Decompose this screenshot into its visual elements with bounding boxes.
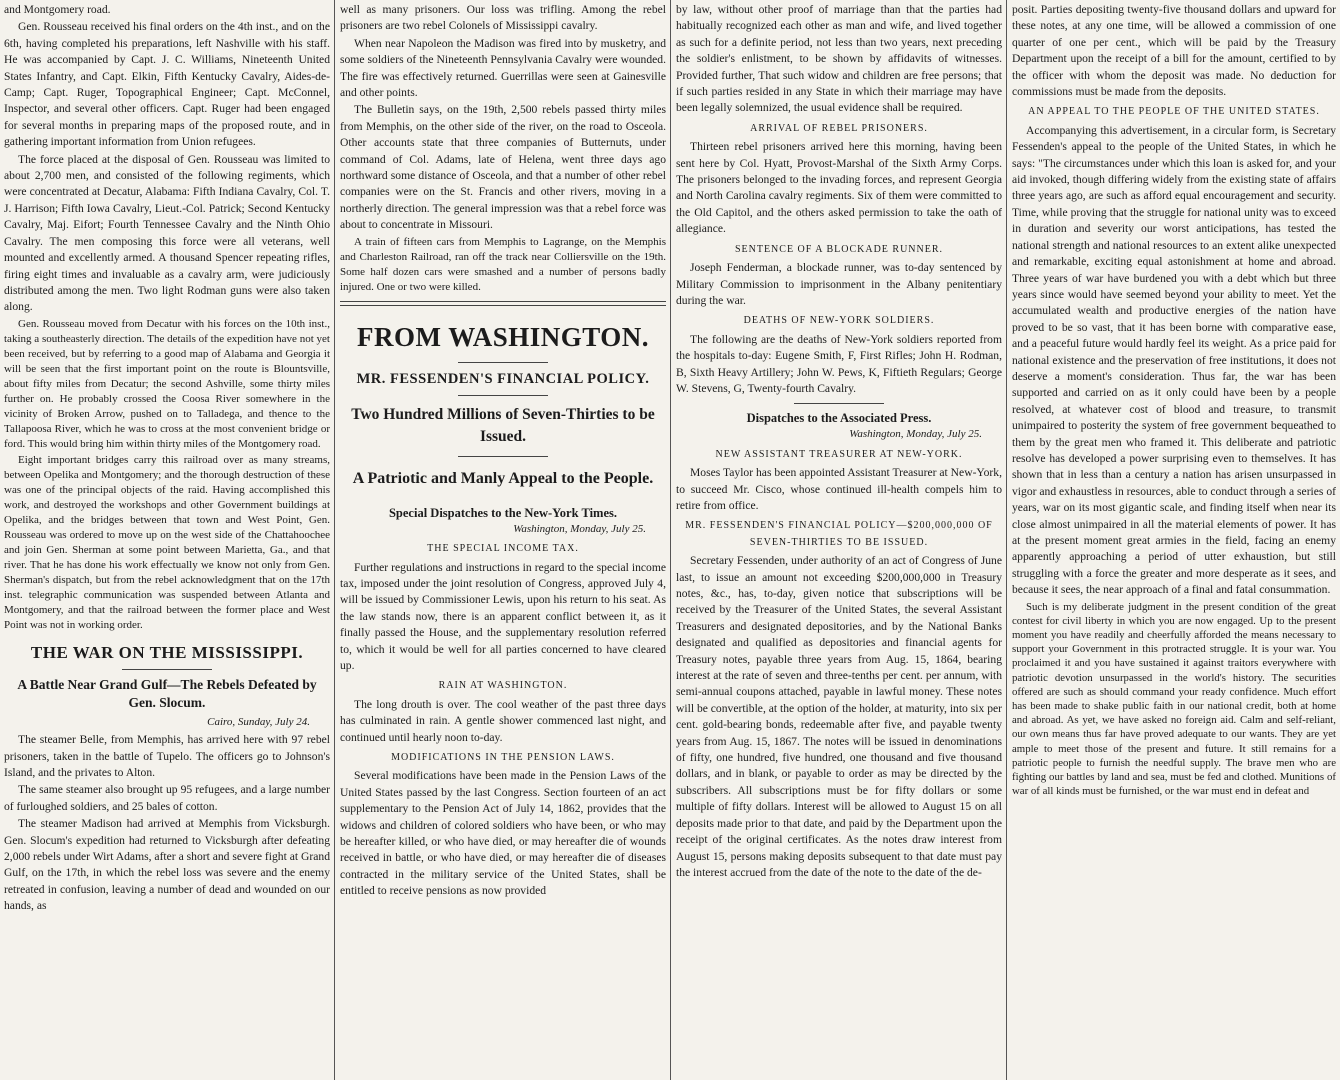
subheading: AN APPEAL TO THE PEOPLE OF THE UNITED STATES. [1028,106,1320,118]
article-paragraph: A train of fifteen cars from Memphis to Lagrange, on the Memphis and Charleston Railroad, ran off the track near Colliersville on the 19th. Some half dozen cars were smashed and a number of persons badly injured. One or two were killed. [340,235,666,293]
subheading: MR. FESSENDEN'S FINANCIAL POLICY—$200,000,000 OF SEVEN-THIRTIES TO BE ISSUED. [685,520,993,548]
subheading: THE SPECIAL INCOME TAX. [427,543,579,555]
article-paragraph: Moses Taylor has been appointed Assistant Treasurer at New-York, to succeed Mr. Cisco, whose continued ill-health compels him to retire from office. [676,466,1002,512]
article-paragraph: Further regulations and instructions in regard to the special income tax, imposed under the joint resolution of Congress, approved July 4, will be issued by Commissioner Lewis, upon his return to his seat. As the law stands now, there is an apparent conflict between it, as it finally passed the House, and the supplementary resolution referred to, which it would be well for all parties concerned to have cleared up. [340,560,666,672]
dateline: Washington, Monday, July 25. [849,428,982,441]
article-paragraph: by law, without other proof of marriage than that the parties had habitually recognized each other as man and wife, and lived together as such for a definite period, not less than two years, next preceding the soldier's enlistment, to be shown by affidavits of witnesses. Provided further, That such widow and children are free persons; that if such parties resided in any State in which their marriage may have been legally solemnized, the usual evidence shall be required. [676,3,1002,115]
subheading: SENTENCE OF A BLOCKADE RUNNER. [734,243,944,255]
dateline: Cairo, Sunday, July 24. [207,715,310,728]
headline: MR. FESSENDEN'S FINANCIAL POLICY. [356,370,650,387]
article-paragraph: Joseph Fenderman, a blockade runner, was to-day sentenced by Military Commission to imprisonment in the Albany penitentiary during the war. [676,261,1002,307]
article-paragraph: The Bulletin says, on the 19th, 2,500 rebels passed thirty miles from Memphis, on the other side of the river, on the road to Osceola. Other accounts state that three companies of Butternuts, under command of Col. Adams, late of Helena, went three days ago northward some distance of Osceola, and that a number of other rebel companies were on the St. Francis and other rivers, moving in a northerly direction. The general impression was that a rebel force was about to concentrate in Missouri. [340,103,666,232]
article-paragraph: Several modifications have been made in the Pension Laws of the United States passed by the last Congress. Section fourteen of an act supplementary to the Pension Act of July 14, 1862, provides that the widows and children of colored soldiers who have been, or who may be hereafter killed, or who have died, or may hereafter die of wounds received in battle, or who have died, or may hereafter die of diseases contracted in the military service of the United States, shall be entitled to receive pensions as now provided [340,769,666,898]
article-paragraph: well as many prisoners. Our loss was trifling. Among the rebel prisoners are two rebel Colonels of Mississippi cavalry. [340,3,666,33]
article-paragraph: Secretary Fessenden, under authority of an act of Congress of June last, to issue an amount not exceeding $200,000,000 in Treasury notes, &c., has, to-day, given notice that subscriptions will be received by the Treasurer of the United States, the several Assistant Treasurers and designated depositories, and by the National Banks designated and qualified as depositories and financial agents for Treasury notes, payable three years from Aug. 15, 1864, bearing interest at the rate of seven and three-tenths per cent. per annum, with semi-annual coupons attached, payable in lawful money. These notes will be convertible, at the option of the holder, at maturity, into six per cent. gold-bearing bonds, redeemable after five, and payable twenty years from Aug. 15, 1867. The notes will be issued in denominations of fifty, one hundred, five hundred, one thousand and five thousand dollars, and in blank, or payable to order as may be directed by the subscribers. All subscriptions must be for fifty dollars or some multiple of fifty dollars. Interest will be allowed to August 15 on all deposits made prior to that date, and paid by the Department upon the receipt of the original certificates. As the notes draw interest from August 15, persons making deposits subsequent to that date must pay the interest accrued from the date of the note to the date of the de- [676,554,1002,879]
subheading: MODIFICATIONS IN THE PENSION LAWS. [391,751,615,763]
subheading: RAIN AT WASHINGTON. [438,680,568,692]
headline: FROM WASHINGTON. [356,321,650,352]
article-paragraph: Accompanying this advertisement, in a circular form, is Secretary Fessenden's appeal to the people of the United States, in which he says: "The circumstances under which this loan is asked for, and your aid invoked, though differing widely from the existing state of affairs three years ago, are such as afford equal encouragement and security. Time, while proving that the struggle for national unity was to exceed in duration and severity our worst anticipations, has tested the national strength and national resources to an extent alike unexpected and remarkable, exciting equal astonishment at home and abroad. Three years of war have burdened you with a debt which but three years since would have seemed beyond your ability to meet. Yet the accumulated wealth and productive energies of the nation have proved to be so vast, that it has been borne with comparative ease, and a peaceful future would hardly feel its weight. As a price paid for national existence and the preservation of free institutions, it does not deserve a moment's consideration. Thus far, the war has been supported and carried on as it only could have been by a people resolved, at whatever cost of blood and treasure, to transmit unimpaired to posterity the system of free government bequeathed to them by the great men who framed it. This deliberate and patriotic resolve has developed a power surprising even to themselves. It has shown that in less than a century a nation has arisen unsurpassed in vigor and exhaustless in resources, able to conduct through a series of years, war on its most gigantic scale, and finding itself when near its close almost unimpaired in all the material elements of power. It has at the present moment great armies in the field, facing an enemy apparently approaching a period of utter exhaustion, but still struggling with a force the greater and more desperate as it sees, and because it sees, the near approach of a final and fatal consummation. [1012,123,1336,597]
article-paragraph: The following are the deaths of New-York soldiers reported from the hospitals to-day: Eugene Smith, F, First Rifles; John H. Rodman, B, Sixth Heavy Artillery; John W. Pews, K, Fiftieth Regulars; George W. Stevens, G, Twenty-fourth Cavalry. [676,332,1002,395]
article-paragraph: Eight important bridges carry this railroad over as many streams, between Opelika and Montgomery; and the thorough destruction of these was one of the principal objects of the raid. Having accomplished this work, and destroyed the workshops and other Government buildings at Opelika, and the bridges between that town and West Point, Gen. Rousseau was ordered to move up on the west side of the Chattahoochee and join Gen. Sherman at some point between Marietta, Ga., and that river. That he has done his work effectually we know not only from Gen. Sherman's dispatch, but from the rebel acknowledgment that on the 17th inst. telegraphic communication was suspended between Atlanta and Montgomery, and that the railroad between the former place and West Point was not in working order. [4,453,330,631]
headline: Special Dispatches to the New-York Times. [388,505,617,520]
article-paragraph: The force placed at the disposal of Gen. Rousseau was limited to about 2,700 men, and consisted of the following regiments, which were concentrated at Decatur, Alabama: Fifth Indiana Cavalry, Col. T. J. Harrison; Fifth Iowa Cavalry, Lieut.-Col. Patrick; Second Kentucky Cavalry, Maj. Eifort; Fourth Tennessee Cavalry and the Ninth Ohio Cavalry. The men composing this force were all veterans, well mounted and excellently armed. A thousand Spencer repeating rifles, firing eight times and invaluable as a cavalry arm, were judiciously distributed among the men. Two light Rodman guns were also taken along. [4,152,330,314]
article-paragraph: posit. Parties depositing twenty-five thousand dollars and upward for these notes, at any one time, will be allowed a commission of one quarter of one per cent., which will be paid by the Treasury Department upon the receipt of a bill for the amount, certified to by the officer with whom the deposit was made. No deduction for commissions must be made from the deposits. [1012,3,1336,99]
section-rule [122,669,212,670]
article-paragraph: Gen. Rousseau received his final orders on the 4th inst., and on the 6th, having completed his preparations, left Nashville with his staff. He was accompanied by Capt. J. C. Williams, Nineteenth United States Infantry, and Capt. Elkin, Fifth Kentucky Cavalry, Aides-de-Camp; Capt. Ruger, Topographical Engineer; Capt. McConnel, Inspector, and several other officers. Capt. Ruger had been engaged for several months in preparing maps of the proposed route, and in gathering important information from Union refugees. [4,20,330,149]
article-paragraph: Gen. Rousseau moved from Decatur with his forces on the 10th inst., taking a southeasterly direction. The details of the expedition have not yet been received, but by referring to a good map of Alabama and Georgia it will be seen that the first important point on the route is Blountsville, about fifty miles from Decatur; the second Ashville, some thirty miles further on. He probably crossed the Coosa River somewhere in the vicinity of Broken Arrow, pushed on to Talladega, and thence to the Tallapoosa River, which he was to cross at the most convenient bridge or ford. This would bring him within thirty miles of the Montgomery road. [4,317,330,450]
column-rule [334,0,335,1080]
article-paragraph: Thirteen rebel prisoners arrived here this morning, having been sent here by Col. Hyatt, Provost-Marshal of the Sixth Army Corps. The prisoners belonged to the invading forces, and represent Georgia and North Carolina cavalry regiments. Six of them were committed to the Old Capitol, and the others asked permission to take the oath of allegiance. [676,140,1002,236]
column-4 [1012,2,1336,1078]
column-1 [4,2,330,1078]
article-paragraph: When near Napoleon the Madison was fired into by musketry, and some soldiers of the Nineteenth Pennsylvania Cavalry were wounded. The fire was effectively returned. Guerrillas were seen at Gainesville and other points. [340,36,666,100]
headline: THE WAR ON THE MISSISSIPPI. [30,642,304,662]
headline: Dispatches to the Associated Press. [746,411,932,426]
article-paragraph: The steamer Madison had arrived at Memphis from Vicksburgh. Gen. Slocum's expedition had returned to Vicksburgh after defeating 2,000 rebels under Wirt Adams, after a short and severe fight at Grand Gulf, on the 17th, in which the rebel loss was severe and the enemy retreated in confusion, leaving a number of dead and wounded on our hands, as [4,817,330,913]
article-paragraph: and Montgomery road. [4,3,111,16]
double-rule [340,301,666,306]
column-rule [1006,0,1007,1080]
headline: A Battle Near Grand Gulf—The Rebels Defeated by Gen. Slocum. [17,676,317,710]
article-paragraph: The steamer Belle, from Memphis, has arrived here with 97 rebel prisoners, taken in the battle of Tupelo. The officers go to Johnson's Island, and the privates to Alton. [4,733,330,779]
article-paragraph: Such is my deliberate judgment in the present condition of the great contest for civil liberty in which you are now engaged. Up to the present moment you have readily and cheerfully afforded the means necessary to support your Government in this protracted struggle. It is your war. You proclaimed it and you have sustained it against traitors everywhere with patriotic devotion unsurpassed in the world's history. The securities offered are such as should command your ready confidence. Much effort has been made to shake public faith in our national credit, both at home and abroad. As yet, we have asked no foreign aid. Calm and self-reliant, our own means thus far have proved adequate to our wants. They are yet ample to meet those of the present and future. It still remains for a patriotic people to furnish the needful supply. The brave men who are fighting our battles by land and sea, must be fed and clothed. Munitions of war of all kinds must be furnished, or the war must end in defeat and [1012,600,1336,798]
headline: Two Hundred Millions of Seven-Thirties to be Issued. [351,405,655,445]
column-rule [670,0,671,1080]
headline: A Patriotic and Manly Appeal to the People. [352,469,654,487]
subheading: ARRIVAL OF REBEL PRISONERS. [750,122,928,134]
dateline: Washington, Monday, July 25. [513,522,646,535]
section-rule [458,362,548,363]
section-rule [458,456,548,457]
section-rule [458,395,548,396]
article-paragraph: The long drouth is over. The cool weather of the past three days has culminated in rain. A gentle shower commenced last night, and continued until hearly noon to-day. [340,697,666,744]
subheading: DEATHS OF NEW-YORK SOLDIERS. [743,315,935,327]
column-2 [340,2,666,1078]
section-rule [794,403,884,404]
column-3 [676,2,1002,1078]
article-paragraph: The same steamer also brought up 95 refugees, and a large number of furloughed soldiers, and 25 bales of cotton. [4,783,330,813]
subheading: NEW ASSISTANT TREASURER AT NEW-YORK. [715,448,963,460]
